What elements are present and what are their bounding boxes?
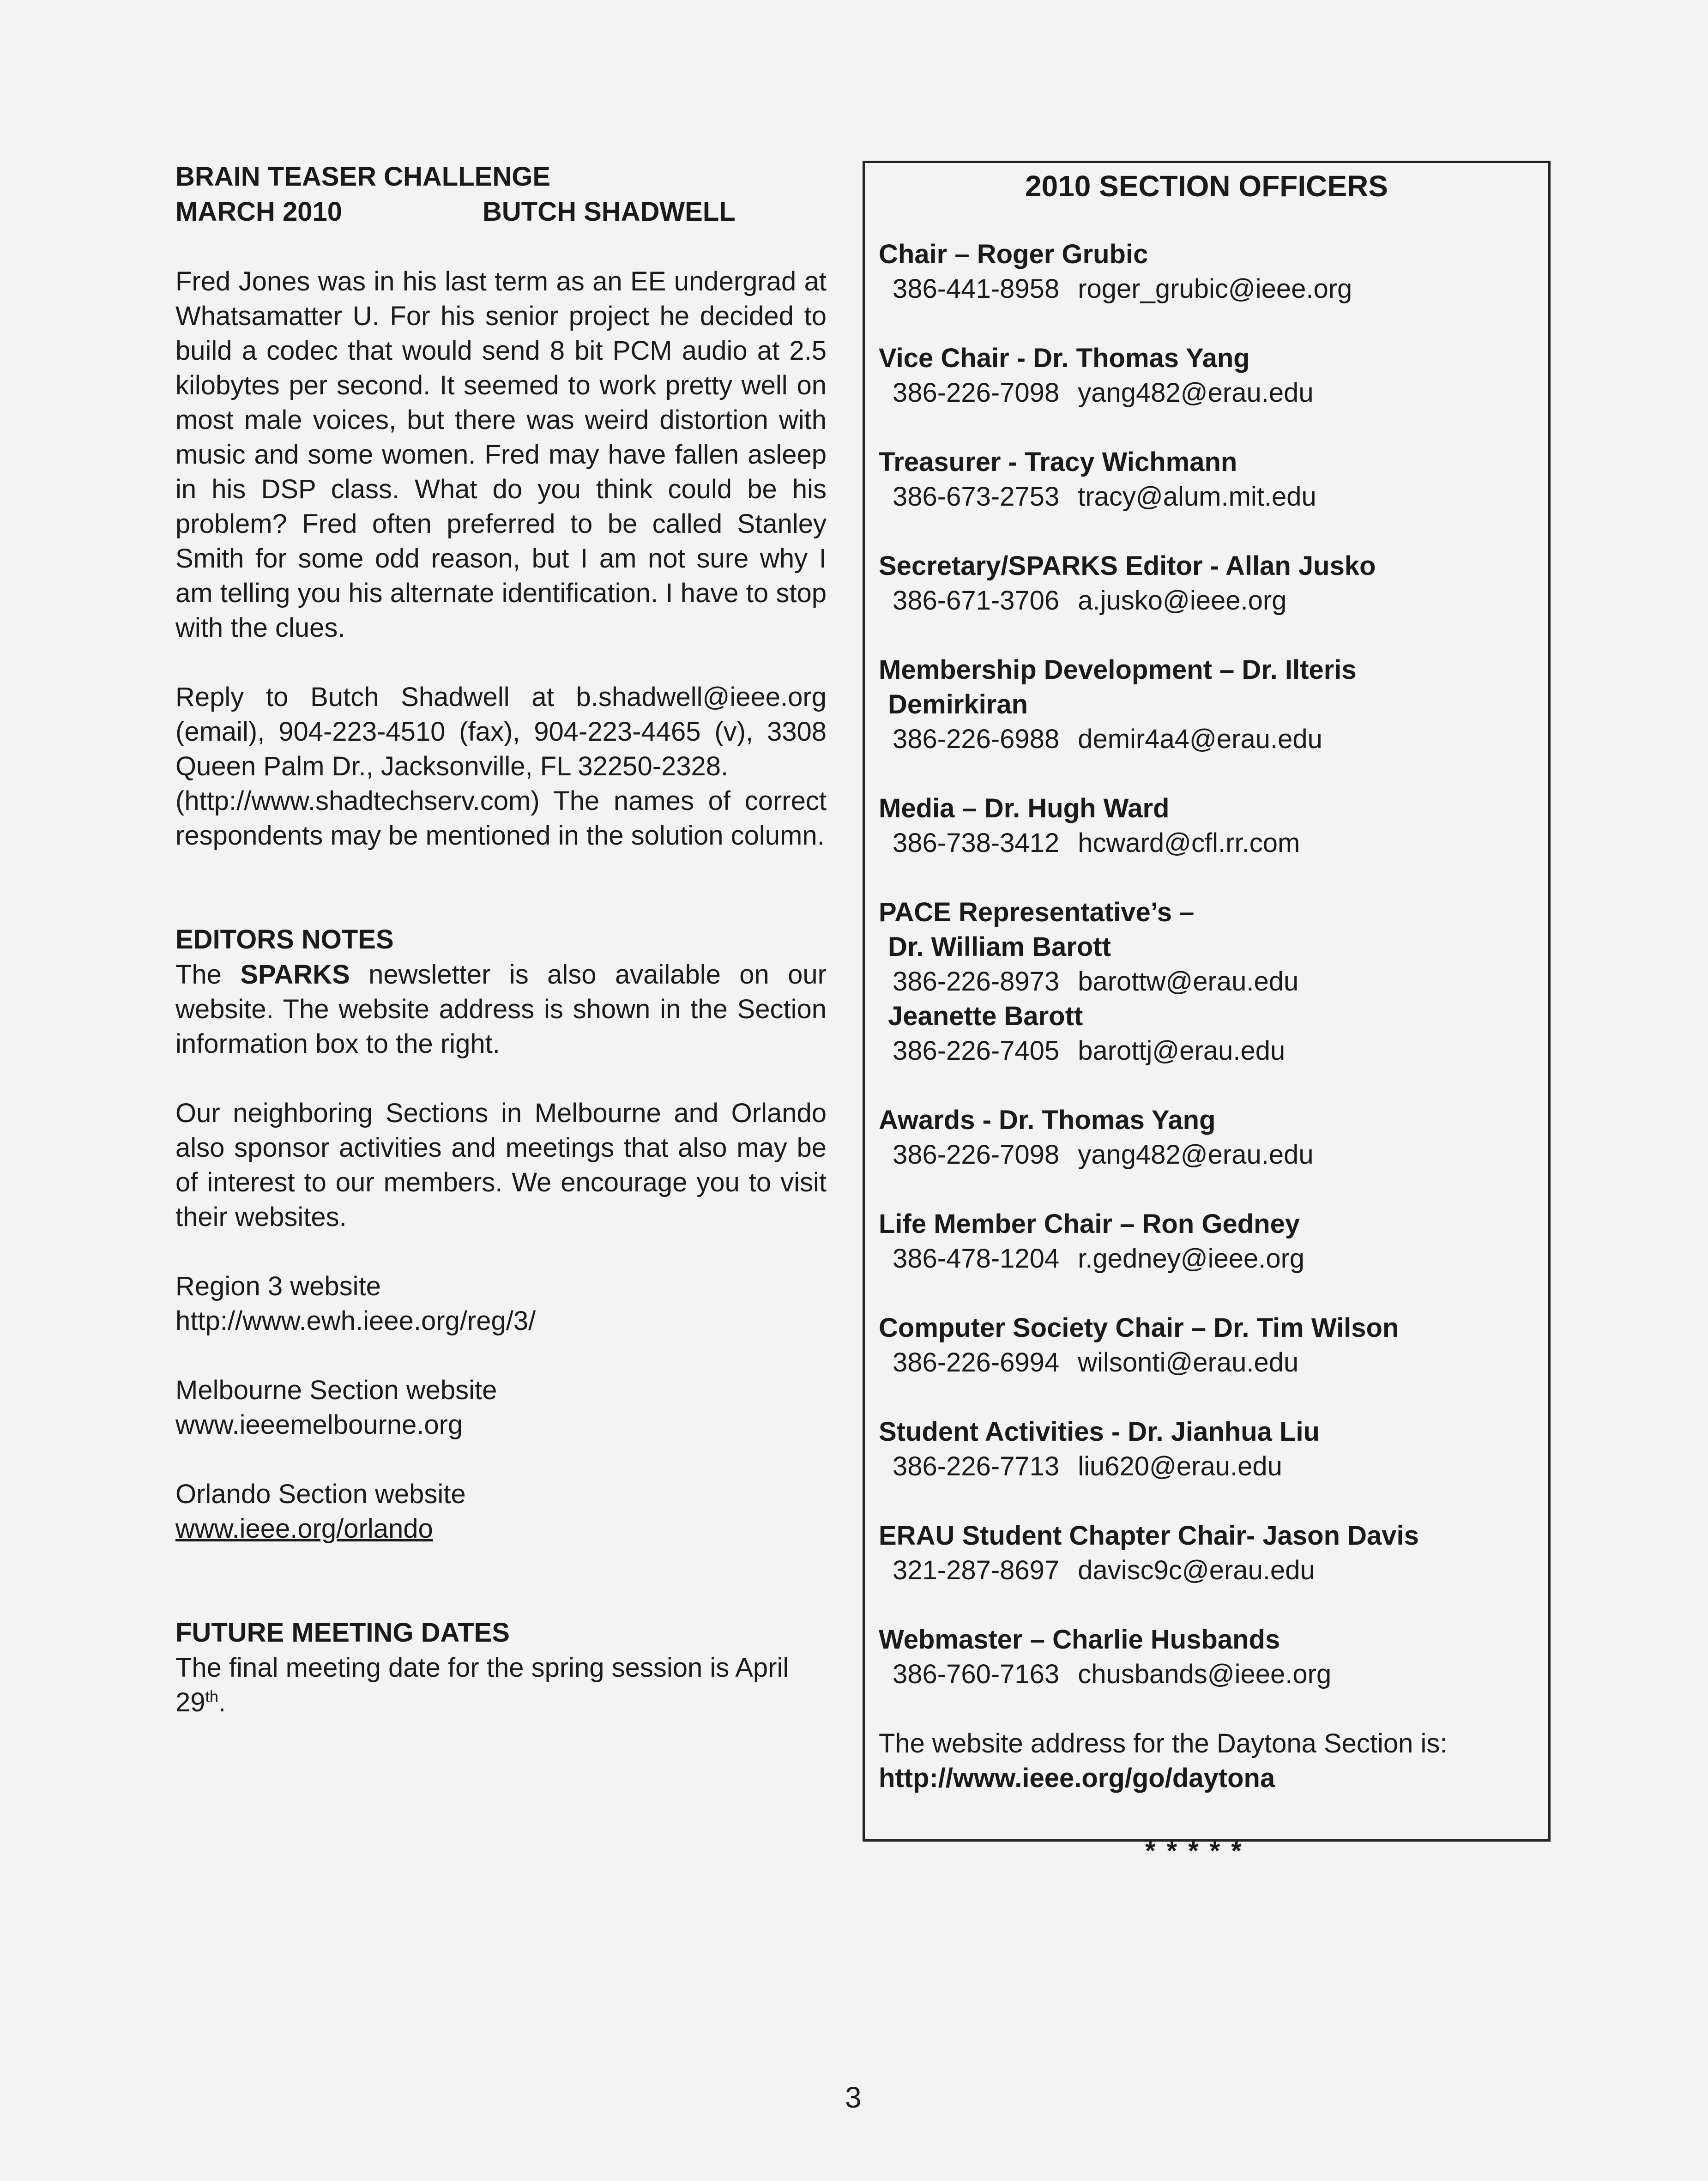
brain-teaser-author: BUTCH SHADWELL — [483, 197, 736, 227]
region3-url[interactable]: http://www.ewh.ieee.org/reg/3/ — [175, 1306, 536, 1336]
future-meetings-text — [175, 1650, 827, 1720]
melbourne-label: Melbourne Section website — [175, 1375, 497, 1405]
officer-phone: 386-478-1204 — [893, 1244, 1060, 1274]
officer-email[interactable]: r.gedney@ieee.org — [1078, 1244, 1305, 1274]
officer-contact — [879, 1449, 1534, 1484]
officer-phone: 386-226-6988 — [893, 724, 1060, 754]
brain-teaser-section — [175, 159, 827, 853]
officer-contact — [879, 1657, 1534, 1692]
officer-contact — [879, 722, 1534, 756]
region3-link-block — [175, 1269, 827, 1338]
officer-role: Webmaster – Charlie Husbands — [879, 1625, 1280, 1655]
section-officers-box — [863, 161, 1551, 1842]
officer-email[interactable]: tracy@alum.mit.edu — [1078, 482, 1316, 512]
officer-contact — [879, 826, 1534, 860]
orlando-label: Orlando Section website — [175, 1479, 466, 1509]
officer-phone: 386-226-7405 — [893, 1036, 1060, 1066]
officer-email[interactable]: hcward@cfl.rr.com — [1078, 828, 1300, 858]
daytona-website-note: The website address for the Daytona Section is: — [879, 1728, 1448, 1758]
melbourne-link-block — [175, 1373, 827, 1442]
officer-email[interactable]: chusbands@ieee.org — [1078, 1659, 1332, 1689]
officer-phone: 386-226-6994 — [893, 1347, 1060, 1377]
officer-role: Vice Chair - Dr. Thomas Yang — [879, 343, 1250, 373]
officer-phone: 386-441-8958 — [893, 274, 1060, 304]
officer-email[interactable]: roger_grubic@ieee.org — [1078, 274, 1352, 304]
officers-list — [879, 237, 1534, 1795]
page-number: 3 — [845, 2081, 862, 2114]
officer-name: Jeanette Barott — [888, 1001, 1083, 1031]
region3-label: Region 3 website — [175, 1271, 381, 1301]
melbourne-url[interactable]: www.ieeemelbourne.org — [175, 1410, 463, 1440]
brain-teaser-date: MARCH 2010 — [175, 197, 342, 227]
officer-role: Life Member Chair – Ron Gedney — [879, 1209, 1300, 1239]
officer-email[interactable]: barottj@erau.edu — [1078, 1036, 1286, 1066]
officer-contact — [879, 583, 1534, 618]
officer-phone: 321-287-8697 — [893, 1555, 1060, 1585]
brain-teaser-reply-web: (http://www.shadtechserv.com) The names of correct respondents may be mentioned in the solution column. — [175, 786, 827, 851]
officer-email[interactable]: davisc9c@erau.edu — [1078, 1555, 1315, 1585]
officer-entry — [879, 1518, 1534, 1588]
officer-role: ERAU Student Chapter Chair- Jason Davis — [879, 1521, 1419, 1551]
officer-name: Dr. William Barott — [888, 932, 1111, 962]
officer-contact — [879, 1553, 1534, 1588]
officer-entry — [879, 1622, 1534, 1692]
orlando-link-block — [175, 1477, 827, 1546]
editors-notes-p1-suffix: newsletter is also available on our website. The website address is shown in the Section information box to the right. — [175, 960, 827, 1059]
editors-notes-section — [175, 922, 827, 1546]
officer-email[interactable]: liu620@erau.edu — [1078, 1451, 1282, 1481]
officer-phone: 386-738-3412 — [893, 828, 1060, 858]
future-meetings-title: FUTURE MEETING DATES — [175, 1618, 510, 1648]
officer-role: Chair – Roger Grubic — [879, 239, 1148, 269]
officer-entry — [879, 341, 1534, 410]
officer-phone: 386-226-7098 — [893, 378, 1060, 408]
future-meetings-tail: . — [218, 1687, 226, 1717]
officer-entry — [879, 549, 1534, 618]
editors-notes-title: EDITORS NOTES — [175, 924, 394, 955]
officer-contact — [879, 272, 1534, 306]
officer-phone: 386-226-8973 — [893, 967, 1060, 997]
officer-contact — [879, 1033, 1534, 1068]
officer-contact — [879, 375, 1534, 410]
officer-phone: 386-760-7163 — [893, 1659, 1060, 1689]
future-meetings-section — [175, 1615, 827, 1720]
future-meetings-sup: th — [205, 1688, 218, 1706]
officer-phone: 386-226-7098 — [893, 1140, 1060, 1170]
officer-role: Computer Society Chair – Dr. Tim Wilson — [879, 1313, 1399, 1343]
daytona-website-url[interactable]: http://www.ieee.org/go/daytona — [879, 1763, 1275, 1793]
officer-role: Treasurer - Tracy Wichmann — [879, 447, 1237, 477]
officer-entry — [879, 1311, 1534, 1380]
editors-notes-paragraph-1 — [175, 957, 827, 1061]
officer-contact — [879, 479, 1534, 514]
officer-role: Secretary/SPARKS Editor - Allan Jusko — [879, 551, 1376, 581]
officer-role-continued: Demirkiran — [888, 689, 1028, 719]
brain-teaser-title: BRAIN TEASER CHALLENGE — [175, 162, 551, 192]
officer-phone: 386-226-7713 — [893, 1451, 1060, 1481]
officer-entry — [879, 1103, 1534, 1172]
left-column — [175, 159, 827, 1720]
officer-role: Student Activities - Dr. Jianhua Liu — [879, 1417, 1320, 1447]
officer-email[interactable]: yang482@erau.edu — [1078, 378, 1314, 408]
officers-title: 2010 SECTION OFFICERS — [1025, 169, 1388, 203]
officer-role: PACE Representative’s – — [879, 897, 1195, 927]
officer-contact — [879, 1345, 1534, 1380]
officer-role: Awards - Dr. Thomas Yang — [879, 1105, 1216, 1135]
officer-phone: 386-673-2753 — [893, 482, 1060, 512]
officer-entry — [879, 445, 1534, 514]
officer-contact — [879, 1137, 1534, 1172]
editors-notes-paragraph-2: Our neighboring Sections in Melbourne and Orlando also sponsor activities and meetings that also may be of interest to our members. We encourage you to visit their websites. — [175, 1098, 827, 1232]
officer-contact — [879, 964, 1534, 999]
officer-email[interactable]: a.jusko@ieee.org — [1078, 586, 1287, 616]
brain-teaser-reply: Reply to Butch Shadwell at b.shadwell@ieee.org (email), 904-223-4510 (fax), 904-223-4465 (v), 3308 Queen Palm Dr., Jacksonville, FL 32250-2328. — [175, 682, 827, 781]
daytona-website-block — [879, 1726, 1534, 1795]
officer-role: Media – Dr. Hugh Ward — [879, 793, 1170, 823]
officer-entry — [879, 652, 1534, 756]
future-meetings-body: The final meeting date for the spring session is April 29 — [175, 1653, 789, 1717]
officer-entry — [879, 1414, 1534, 1484]
officer-email[interactable]: wilsonti@erau.edu — [1078, 1347, 1299, 1377]
officer-entry — [879, 1207, 1534, 1276]
officer-email[interactable]: barottw@erau.edu — [1078, 967, 1299, 997]
officer-entry — [879, 791, 1534, 860]
officer-entry — [879, 237, 1534, 306]
brain-teaser-body: Fred Jones was in his last term as an EE undergrad at Whatsamatter U. For his senior project he decided to build a codec that would send 8 bit PCM audio at 2.5 kilobytes per second. It seemed to work pretty well on most male voices, but there was weird distortion with music and some women. Fred may have fallen asleep in his DSP class. What do you think could be his problem? Fred often preferred to be called Stanley Smith for some odd reason, but I am not sure why I am telling you his alternate identification. I have to stop with the clues. — [175, 266, 827, 643]
editors-notes-p1-prefix: The — [175, 960, 241, 990]
sparks-name: SPARKS — [240, 960, 350, 990]
section-divider-stars: ***** — [1145, 1836, 1253, 1866]
orlando-url[interactable]: www.ieee.org/orlando — [175, 1514, 433, 1544]
officer-email[interactable]: demir4a4@erau.edu — [1078, 724, 1322, 754]
officer-contact — [879, 1241, 1534, 1276]
brain-teaser-byline — [175, 194, 827, 230]
officer-entry — [879, 895, 1534, 1068]
officer-phone: 386-671-3706 — [893, 586, 1060, 616]
officer-email[interactable]: yang482@erau.edu — [1078, 1140, 1314, 1170]
officer-role: Membership Development – Dr. Ilteris — [879, 655, 1357, 685]
